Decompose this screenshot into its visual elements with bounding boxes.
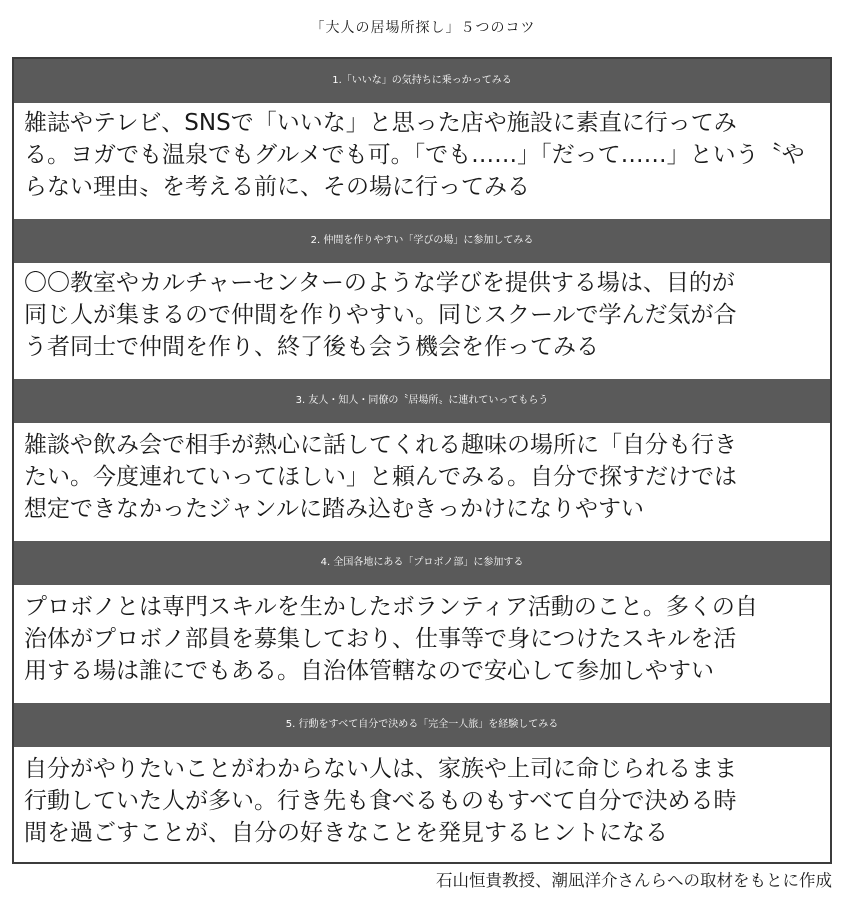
section-body-1	[14, 107, 830, 215]
body-line: 用する場は誰にでもある。自治体管轄なので安心して参加しやすい	[24, 658, 714, 684]
body-line: 雑誌やテレビ、SNSで「いいな」と思った店や施設に素直に行ってみ	[24, 110, 737, 136]
body-line: う者同士で仲間を作り、終了後も会う機会を作ってみる	[24, 334, 599, 360]
section-heading-2: 2. 仲間を作りやすい「学びの場」に参加してみる	[14, 219, 830, 263]
section-heading-1: 1.「いいな」の気持ちに乗っかってみる	[14, 59, 830, 103]
body-line: 雑談や飲み会で相手が熱心に話してくれる趣味の場所に「自分も行き	[24, 432, 737, 458]
tips-table	[12, 57, 832, 864]
body-line: 自分がやりたいことがわからない人は、家族や上司に命じられるまま	[24, 756, 737, 782]
body-line: 治体がプロボノ部員を募集しており、仕事等で身につけたスキルを活	[24, 626, 737, 652]
body-line: プロボノとは専門スキルを生かしたボランティア活動のこと。多くの自	[24, 594, 758, 620]
body-line: たい。今度連れていってほしい」と頼んでみる。自分で探すだけでは	[24, 464, 737, 490]
section-body-5	[14, 753, 830, 861]
body-line: 同じ人が集まるので仲間を作りやすい。同じスクールで学んだ気が合	[24, 302, 737, 328]
source-credit: 石山恒貴教授、潮凪洋介さんらへの取材をもとに作成	[436, 871, 832, 890]
section-body-2	[14, 267, 830, 375]
section-heading-4: 4. 全国各地にある「プロボノ部」に参加する	[14, 541, 830, 585]
section-heading-3: 3. 友人・知人・同僚の〝居場所〟に連れていってもらう	[14, 379, 830, 423]
section-heading-5: 5. 行動をすべて自分で決める「完全一人旅」を経験してみる	[14, 703, 830, 747]
section-body-3	[14, 429, 830, 537]
body-line: 〇〇教室やカルチャーセンターのような学びを提供する場は、目的が	[24, 270, 735, 296]
page-title: 「大人の居場所探し」５つのコツ	[310, 20, 536, 36]
body-line: らない理由〟を考える前に、その場に行ってみる	[24, 174, 530, 200]
body-line: 想定できなかったジャンルに踏み込むきっかけになりやすい	[24, 496, 644, 522]
body-line: 行動していた人が多い。行き先も食べるものもすべて自分で決める時	[24, 788, 737, 814]
body-line: 間を過ごすことが、自分の好きなことを発見するヒントになる	[24, 820, 668, 846]
section-body-4	[14, 591, 830, 699]
body-line: る。ヨガでも温泉でもグルメでも可。「でも……」「だって……」という〝や	[24, 142, 805, 168]
